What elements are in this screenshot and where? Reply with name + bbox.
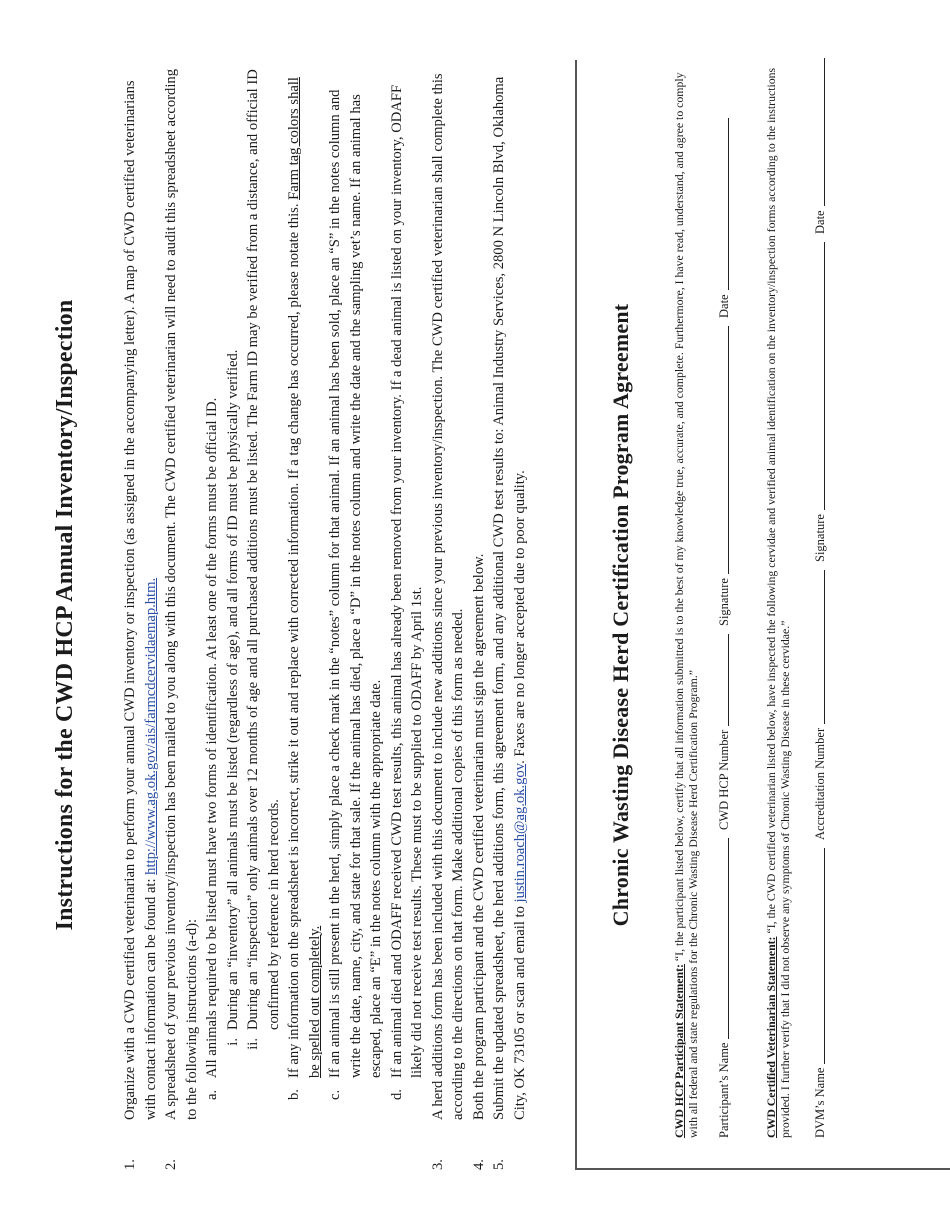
veterinarian-signature-row xyxy=(808,58,828,1138)
instruction-item-5: 5. Submit the updated spreadsheet, the herd additions form, this agreement form, and any additional CWD test results to: Animal Industry Services, 2800 N Lincoln Blvd, Oklahoma City, OK 73105 or scan and email to justin.roach@ag.ok.gov. Faxes are no longer accepted due to poor quality. xyxy=(491,76,528,1170)
agreement-title: Chronic Wasting Disease Herd Certification Program Agreement xyxy=(608,303,633,927)
instructions-title: Instructions for the CWD HCP Annual Inventory/Inspection xyxy=(52,299,78,931)
participant-signature-field[interactable]: Signature xyxy=(717,326,732,626)
hcp-number-field[interactable]: CWD HCP Number xyxy=(717,634,732,830)
veterinarian-statement: CWD Certified Veterinarian Statement: “I, the CWD certified veterinarian listed below, have inspected the following cervidae and verified animal identification on the inventory/inspection forms according to the instructions provided. I further verify that I did not observe any symptoms of Chronic Wasting Disease in these cervidae.” xyxy=(764,67,792,1138)
instruction-item-3: 3. A herd additions form has been included with this document to include new additions since your previous inventory/inspection. The CWD certified veterinarian shall complete this according to the directions on that form. Make additional copies of this form as needed. xyxy=(429,73,466,1170)
participant-date-field[interactable]: Date xyxy=(717,118,732,318)
participant-statement: CWD HCP Participant Statement: “I, the participant listed below, certify that all information submitted is to the best of my knowledge true, accurate, and complete. Furthermore, I have read, understand, and agree to comply with all federal and state regulations for the Chronic Wasting Disease Herd Certification Program.” xyxy=(672,72,700,1138)
instruction-item-1: 1. Organize with a CWD certified veterinarian to perform your annual CWD inventory or inspection (as assigned in the accompanying letter). A map of CWD certified veterinarians with contact information can be found at: http://www.ag.ok.gov/ais/farmcdcervidaemap.htm. xyxy=(122,80,159,1170)
instruction-sub-b: b. If any information on the spreadsheet is incorrect, strike it out and replace with corrected information. If a tag change has occurred, please notate this. Farm tag colors shall be spelled out completely. xyxy=(286,77,323,1100)
instructions-list xyxy=(120,60,530,1170)
farm-map-link[interactable]: http://www.ag.ok.gov/ais/farmcdcervidaemap.htm. xyxy=(142,577,159,875)
instruction-sub-a-i: i. During an “inventory” all animals must be listed (regardless of age), and all forms of ID must be physically verified. xyxy=(224,349,241,1046)
instruction-item-2: 2. A spreadsheet of your previous inventory/inspection has been mailed to you along with this document. The CWD certified veterinarian will need to audit this spreadsheet according to the following instructions (a-d): xyxy=(163,68,200,1170)
item-number: 2. xyxy=(163,1159,179,1170)
top-frame-rule xyxy=(575,60,577,1170)
instruction-sub-a-ii: ii. During an “inspection” only animals over 12 months of age and all purchased additions must be listed. The Farm ID may be verified from a distance, and official ID confirmed by reference in herd records. xyxy=(245,69,282,1050)
item-number: 1. xyxy=(122,1159,138,1170)
accreditation-number-field[interactable]: Accreditation Number xyxy=(813,570,828,840)
email-link[interactable]: justin.roach@ag.ok.gov xyxy=(511,763,528,903)
dvm-name-field[interactable]: DVM’s Name xyxy=(813,848,828,1138)
item-number: 5. xyxy=(491,1159,507,1170)
participant-signature-row xyxy=(712,58,732,1138)
instruction-sub-c: c. If an animal is still present in the herd, simply place a check mark in the “notes” column for that animal. If an animal has been sold, place an “S” in the notes column and write the date, name, city, and state for that sale. If the animal has died, place a “D” in the notes column and write the date and the sampling vet’s name. If an animal has escaped, place an “E” in the notes column with the appropriate date. xyxy=(327,89,384,1100)
instruction-sub-a: a. All animals required to be listed must have two forms of identification. At least one of the forms must be official ID. xyxy=(204,397,220,1100)
item-number: 4. xyxy=(470,1159,487,1170)
instruction-item-4: 4. Both the program participant and the CWD certified veterinarian must sign the agreement below. xyxy=(469,60,490,1170)
item-number: 3. xyxy=(429,1159,446,1170)
instruction-sub-d: d. If an animal died and ODAFF received CWD test results, this animal has already been removed from your inventory. If a dead animal is listed on your inventory, ODAFF likely did not receive test results. These must to be supplied to ODAFF by April 1st. xyxy=(388,84,425,1100)
participant-name-field[interactable]: Participant’s Name xyxy=(717,838,732,1138)
veterinarian-date-field[interactable]: Date xyxy=(813,58,828,234)
veterinarian-signature-field[interactable]: Signature xyxy=(813,242,828,562)
